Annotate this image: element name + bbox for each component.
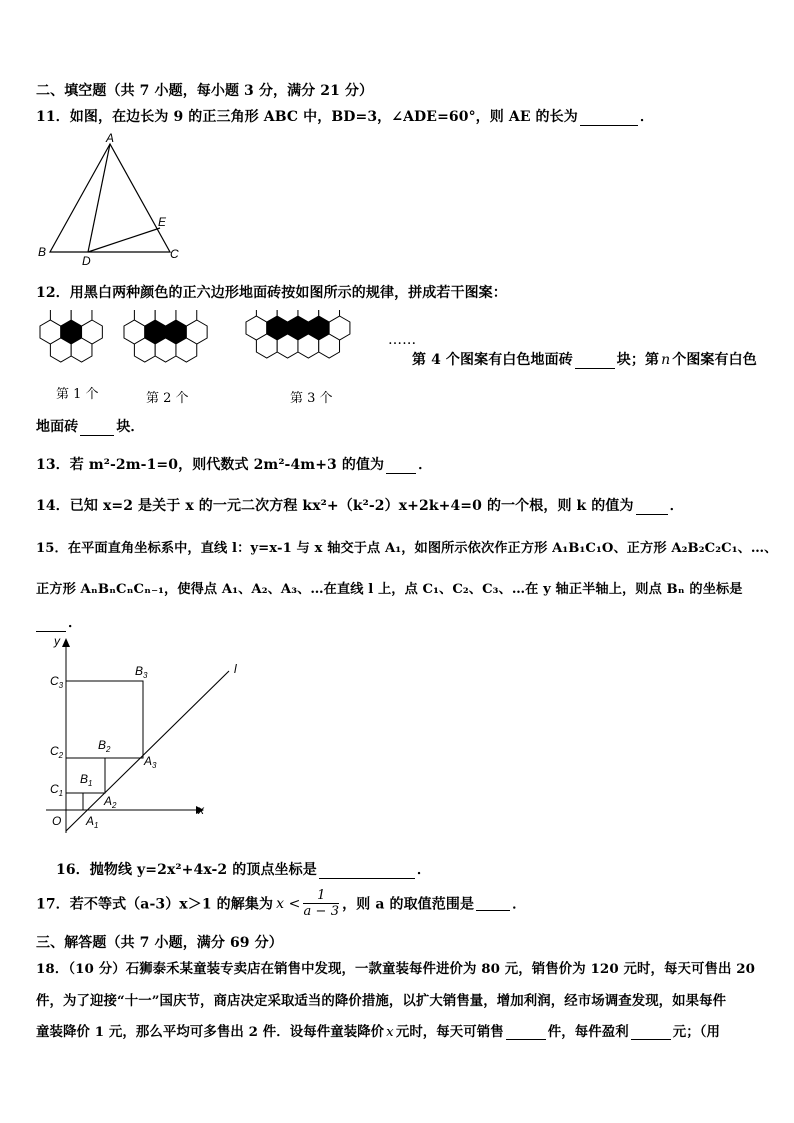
question-17 (36, 888, 526, 919)
segment-de (88, 228, 160, 252)
question-15-tail: ． (68, 615, 83, 631)
label-origin: O (52, 814, 62, 828)
answer-blank (476, 896, 510, 911)
square-1 (66, 793, 83, 810)
answer-blank (580, 111, 638, 126)
answer-blank (80, 421, 114, 436)
question-12-line-2 (412, 349, 757, 369)
question-16-text: 16．抛物线 y=2x²+4x-2 的顶点坐标是 (56, 862, 317, 878)
label-b2: $B_2$ (98, 738, 111, 754)
section-2-title: 二、填空题（共 7 小题，每小题 3 分，满分 21 分） (36, 83, 374, 99)
label-line-l: l (234, 662, 237, 676)
hexagon-tiles (40, 310, 350, 362)
question-17-after: ，则 a 的取值范围是 (342, 896, 475, 913)
fraction (303, 888, 339, 919)
question-14-tail: ． (669, 498, 684, 514)
caption-pattern-1: 第 1 个 (56, 387, 99, 402)
question-18-line-3-c: 件，每件盈利 (547, 1024, 629, 1040)
answer-blank (36, 617, 66, 632)
question-12-line-3-text: 地面砖 (36, 419, 79, 435)
question-17-text: 17．若不等式（a-3）x＞1 的解集为 (36, 896, 274, 913)
question-18-line-2: 件，为了迎接“十一”国庆节，商店决定采取适当的降价措施，以扩大销售量，增加利润，经市场调查发现，如果每件 (36, 993, 727, 1009)
question-12-line-3 (36, 416, 145, 436)
label-a1: $A_1$ (86, 814, 99, 830)
question-18-line-3 (36, 1021, 720, 1040)
question-12-mid-text: 块；第 (616, 352, 660, 368)
label-e: E (158, 215, 167, 229)
question-15-line-1: 15．在平面直角坐标系中，直线 l：y=x-1 与 x 轴交于点 A₁，如图所示依次作正方形 A₁B₁C₁O、正方形 A₂B₂C₂C₁、…、 (36, 541, 778, 556)
question-16 (56, 859, 431, 879)
label-a2: $A_2$ (104, 794, 117, 810)
fraction-denominator: a − 3 (303, 904, 340, 919)
label-a3: $A_3$ (144, 754, 157, 770)
variable-n: n (661, 352, 671, 368)
label-b: B (38, 245, 47, 259)
coordinate-figure (36, 633, 246, 848)
answer-blank (631, 1025, 671, 1040)
answer-blank (506, 1025, 546, 1040)
question-12-line-3-end: 块． (116, 419, 145, 435)
question-15-line-3 (36, 612, 82, 632)
question-15-line-2: 正方形 AₙBₙCₙCₙ₋₁，使得点 A₁、A₂、A₃、…在直线 l 上，点 C₁、C₂、C₃、…在 y 轴正半轴上，则点 Bₙ 的坐标是 (36, 582, 743, 597)
label-c: C (170, 247, 179, 261)
answer-blank (319, 864, 415, 879)
caption-pattern-2: 第 2 个 (146, 391, 189, 406)
question-17-tail: ． (512, 896, 527, 913)
answer-blank (636, 500, 668, 515)
question-13-tail: ． (418, 457, 433, 473)
question-18-line-3-d: 元；（用 (672, 1024, 720, 1040)
inequality-x-less: x < (276, 895, 301, 912)
variable-x: x (386, 1025, 394, 1040)
question-18-line-3-a: 童装降价 1 元，那么平均可多售出 2 件．设每件童装降价 (36, 1024, 385, 1040)
label-y-axis: y (54, 634, 60, 648)
label-x-axis: x (198, 803, 204, 817)
question-16-tail: ． (416, 862, 431, 878)
label-b1: $B_1$ (80, 772, 93, 788)
triangle-abc (50, 144, 170, 252)
question-11-text: 11．如图，在边长为 9 的正三角形 ABC 中，BD=3，∠ADE=60°，则 AE 的长为 (36, 109, 578, 125)
caption-pattern-3: 第 3 个 (290, 391, 333, 406)
label-b3: $B_3$ (135, 664, 148, 680)
question-11-tail: ． (639, 109, 654, 125)
y-axis-arrow (62, 638, 70, 647)
label-c1: $C_1$ (50, 782, 64, 798)
line-l (66, 671, 229, 831)
question-12: 12．用黑白两种颜色的正六边形地面砖按如图所示的规律，拼成若干图案： (36, 285, 507, 301)
fraction-numerator: 1 (317, 888, 326, 903)
question-11 (36, 106, 654, 126)
label-d: D (82, 254, 91, 267)
question-14-text: 14．已知 x=2 是关于 x 的一元二次方程 kx²+（k²-2）x+2k+4=0 的一个根，则 k 的值为 (36, 498, 634, 514)
question-18-line-1: 18．（10 分）石狮泰禾某童装专卖店在销售中发现，一款童装每件进价为 80 元，销售价为 120 元时，每天可售出 20 (36, 961, 756, 977)
ellipsis: …… (388, 332, 417, 348)
question-12-line-2-end: 个图案有白色 (672, 352, 757, 368)
triangle-figure (30, 132, 190, 267)
question-13 (36, 454, 432, 474)
question-14 (36, 495, 684, 515)
label-c2: $C_2$ (50, 744, 64, 760)
section-3-title: 三、解答题（共 7 小题，满分 69 分） (36, 935, 283, 951)
hexagon-patterns (36, 310, 386, 410)
segment-ad (88, 144, 110, 252)
question-18-line-3-b: 元时，每天可销售 (395, 1024, 504, 1040)
answer-blank (575, 354, 615, 369)
answer-blank (386, 459, 416, 474)
label-c3: $C_3$ (50, 674, 64, 690)
question-13-text: 13．若 m²-2m-1=0，则代数式 2m²-4m+3 的值为 (36, 457, 385, 473)
question-12-line-2-text: 第 4 个图案有白色地面砖 (412, 352, 573, 368)
label-a: A (106, 132, 115, 145)
